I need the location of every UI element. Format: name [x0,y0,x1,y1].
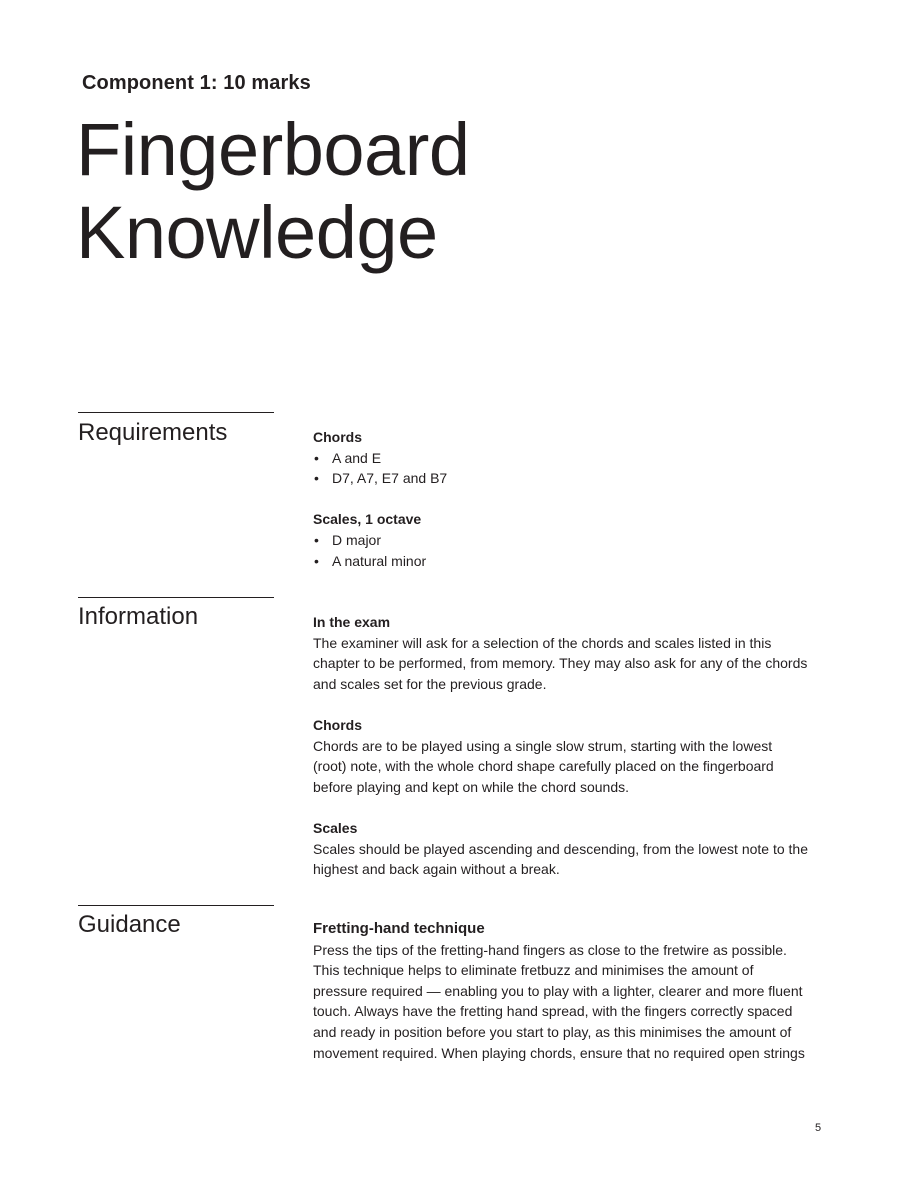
chords-subheading: Chords [313,429,362,445]
information-rule [78,597,274,598]
scales-subheading: Scales, 1 octave [313,511,422,528]
exam-paragraph: The examiner will ask for a selection of the chords and scales listed in this chapter to be performed, from memory. They may also ask for any of the chords and scales set for the previous grade. [313,634,808,692]
guidance-heading: Guidance [78,911,181,938]
technique-paragraph: Press the tips of the fretting-hand fingers as close to the fretwire as possible. This technique helps to eliminate fretbuzz and minimises the amount of pressure required — enabling you to play with a lighter, clearer and more fluent touch. Always have the fretting hand spread, with the fingers correctly spaced and ready in position before you start to play, as this minimises the amount of movement required. When playing chords, ensure that no required open strings [313,941,805,1061]
requirements-rule [78,412,274,413]
info-chords-subheading: Chords [313,716,362,733]
page-title [76,108,470,274]
component-label: Component 1: 10 marks [82,72,311,94]
list-item: • A natural minor [313,551,833,572]
page-number: 5 [815,1122,822,1134]
information-heading: Information [78,603,199,630]
list-item: • D7, A7, E7 and B7 [313,468,833,489]
scales-list [313,530,833,571]
title-line-1: Fingerboard [76,108,470,191]
information-content [313,612,833,880]
guidance-content [313,919,833,1063]
bullet: • [314,552,319,569]
info-scales-subheading: Scales [313,819,358,836]
chords-paragraph: Chords are to be played using a single slow strum, starting with the lowest (root) note, with the whole chord shape carefully placed on the fingerboard before playing and kept on while the chord sounds. [313,737,774,795]
bullet: • [314,531,319,548]
technique-subheading: Fretting-hand technique [313,920,485,937]
requirements-content [313,427,833,571]
bullet: • [314,449,319,466]
bullet: • [314,470,319,487]
title-line-2: Knowledge [76,191,438,274]
chords-list [313,448,833,489]
requirements-heading: Requirements [78,419,228,446]
list-item: • D major [313,530,833,551]
list-item: • A and E [313,448,833,469]
exam-subheading: In the exam [313,614,391,630]
guidance-rule [78,905,274,906]
scales-paragraph: Scales should be played ascending and descending, from the lowest note to the highest and back again without a break. [313,840,808,878]
